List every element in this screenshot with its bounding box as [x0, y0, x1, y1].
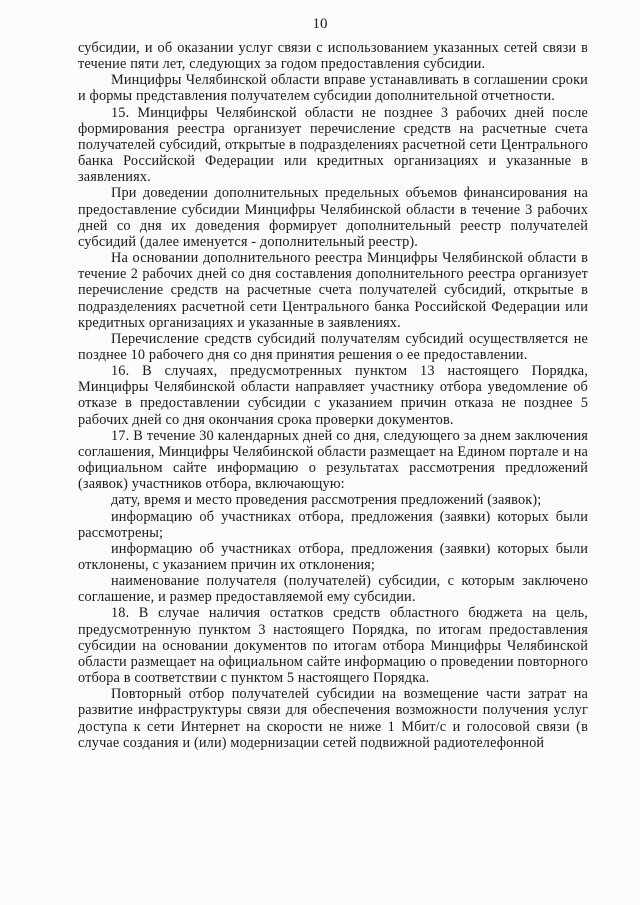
paragraph: 17. В течение 30 календарных дней со дня, следующего за днем заключения соглашения, Минцифры Челябинской области размещает на Едином портале и на официальном сайте информацию о результатах рассмотрения предложений (заявок) участников отбора, включающую:	[78, 427, 588, 493]
paragraph: наименование получателя (получателей) субсидии, с которым заключено соглашение, и размер предоставляемой ему субсидии.	[78, 573, 588, 606]
paragraph: Минцифры Челябинской области вправе устанавливать в соглашении сроки и формы представления получателем субсидии дополнительной отчетности.	[78, 72, 588, 105]
paragraph: дату, время и место проведения рассмотрения предложений (заявок);	[111, 492, 542, 509]
paragraph: информацию об участниках отбора, предложения (заявки) которых были отклонены, с указанием причин их отклонения;	[78, 540, 588, 573]
paragraph: Перечисление средств субсидий получателям субсидий осуществляется не позднее 10 рабочего дня со дня принятия решения о ее предоставлении.	[78, 330, 588, 363]
paragraph: 15. Минцифры Челябинской области не позднее 3 рабочих дней после формирования реестра организует перечисление средств на расчетные счета получателей субсидий, открытые в подразделениях расчетной сети Центрального банка Российской Федерации или кредитных организациях и указанные в заявлениях.	[78, 104, 588, 186]
paragraph: информацию об участниках отбора, предложения (заявки) которых были рассмотрены;	[78, 508, 588, 541]
paragraph: Повторный отбор получателей субсидии на возмещение части затрат на развитие инфраструктуры связи для обеспечения возможности получения услуг доступа к сети Интернет на скорости не ниже 1 Мбит/с и голосовой связи (в случае создания и (или) модернизации сетей подвижной радиотелефонной	[78, 686, 588, 751]
document-body	[78, 40, 588, 751]
paragraph: На основании дополнительного реестра Минцифры Челябинской области в течение 2 рабочих дней со дня составления дополнительного реестра организует перечисление средств на расчетные счета получателей субсидий, открытые в подразделениях расчетной сети Центрального банка Российской Федерации или кредитных организациях и указанные в заявлениях.	[78, 250, 588, 331]
page-number: 10	[312, 16, 328, 32]
paragraph: субсидии, и об оказании услуг связи с использованием указанных сетей связи в течение пяти лет, следующих за годом предоставления субсидии.	[78, 40, 588, 73]
paragraph: При доведении дополнительных предельных объемов финансирования на предоставление субсидии Минцифры Челябинской области в течение 3 рабочих дней со дня их доведения формирует дополнительный реестр получателей субсидий (далее именуется - дополнительный реестр).	[78, 185, 588, 250]
paragraph: 16. В случаях, предусмотренных пунктом 13 настоящего Порядка, Минцифры Челябинской области направляет участнику отбора уведомление об отказе в предоставлении субсидии с указанием причин отказа не позднее 5 рабочих дней со дня окончания срока проверки документов.	[78, 363, 588, 428]
paragraph: 18. В случае наличия остатков средств областного бюджета на цель, предусмотренную пунктом 3 настоящего Порядка, по итогам предоставления субсидии на основании документов по итогам отбора Минцифры Челябинской области размещает на официальном сайте информацию о проведении повторного отбора в соответствии с пунктом 5 настоящего Порядка.	[78, 605, 588, 687]
